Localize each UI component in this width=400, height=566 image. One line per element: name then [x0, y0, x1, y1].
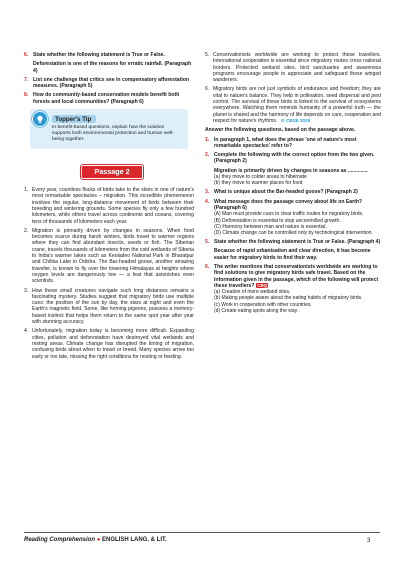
question-number: 1. — [205, 136, 210, 143]
question-text-wrap — [214, 264, 381, 289]
question-number: 4. — [205, 198, 210, 205]
question-number: 6. — [24, 52, 29, 58]
answer-option: (d) Create eating spots along the way. — [214, 307, 299, 314]
question-number: 6. — [205, 264, 210, 271]
paragraph-number: 2. — [24, 227, 29, 234]
question-4-right — [205, 199, 381, 236]
question-statement: Deforestation is one of the reasons for erratic rainfall. (Paragraph 4) — [33, 61, 192, 74]
question-text: List one challenge that critics see in compensatory afforestation measures. (Paragraph 5) — [33, 76, 189, 90]
question-6-right — [205, 264, 381, 314]
question-6-left — [24, 52, 194, 74]
footer-label — [24, 537, 167, 543]
page-footer — [0, 532, 400, 566]
question-number: 5. — [205, 239, 210, 246]
question-7-left — [24, 77, 194, 90]
bullet-dot-icon: ● — [96, 537, 101, 543]
cbse-tag — [281, 118, 310, 123]
paragraph-text: Migratory birds are not just symbols of endurance and freedom; they are vital to nature's balance. They help in pollination, seed dispersal and pest control. The survival of these birds is linked to the survival of ecosystems everywhere. Watching them reminds humanity of a powerful truth — the planet is shared and the harmony of life depends on care, cooperation and respect for nature's rhythms. — [213, 86, 381, 124]
toppers-tip-box — [30, 109, 188, 149]
cbse-tag-icon: ⊙ — [280, 117, 285, 123]
paragraph-text: Unfortunately, migration today is becoming more difficult. Expanding cities, pollution and deforestation have destroyed vital wetlands and resting areas. Climate change has disrupted the timing of migration, confusing birds about when to travel or breed. Many species arrive too early or too late, missing the right conditions for nesting or feeding. — [32, 328, 194, 360]
answer-option: (c) Work in cooperation with other countries. — [214, 301, 312, 308]
answer-option: (D) Climate change can be controlled only by technological intervention. — [214, 229, 373, 236]
question-text: State whether the following statement is True or False. — [33, 52, 165, 58]
question-text: Complete the following with the correct option from the two given. (Paragraph 2) — [214, 152, 375, 165]
question-1-right — [205, 137, 381, 150]
question-text: What is unique about the Bar-headed goose? (Paragraph 2) — [214, 189, 358, 196]
tip-text: In benefit-based questions, explain how the solution supports both environmental protection and human well-being together. — [52, 125, 174, 143]
tip-title: Topper's Tip — [52, 115, 96, 123]
paragraph-number: 3. — [24, 287, 29, 294]
question-number: 7. — [24, 76, 29, 83]
question-number: 3. — [205, 189, 210, 196]
passage-paragraph — [205, 86, 381, 124]
question-number: 8. — [24, 92, 29, 99]
cbse-tag-text: CBSE 2025 — [285, 117, 311, 123]
paragraph-text: Every year, countless flocks of birds take to the skies in one of nature's most remarkable spectacles – migration. This incredible phenomenon involves the regular, long-distance movement of birds between their breeding and wintering grounds. Some species fly only a few hundred kilometers, while others travel across continents and oceans, covering tens of thousands of kilometers each year. — [32, 187, 194, 225]
paragraph-text: Migration is primarily driven by changes in seasons. When food becomes scarce during harsh winters, birds travel to warmer regions where they can find abundant insects, seeds or fish. The Siberian crane, travels thousands of kilometers from the cold wetlands of Siberia to India's warmer lakes such as Keoladeo National Park in Bharatpur and Chilika Lake in Odisha. The Bar-headed goose, another amazing traveller, is known to fly over the towering Himalayas at heights where oxygen levels are dangerously low — a feat that astonishes even scientists. — [32, 227, 194, 285]
footer-subject: ENGLISH LANG. & LIT. — [101, 537, 167, 543]
answer-prompt: Answer the following questions, based on the passage above. — [205, 127, 356, 134]
question-text: What message does the passage convey about life on Earth? (Paragraph 6) — [214, 198, 363, 212]
question-statement: Because of rapid urbanisation and clear direction, it has become easier for migratory birds to find their way. — [214, 248, 371, 261]
question-text: In paragraph 1, what does the phrase 'one of nature's most remarkable spectacles' refer to? — [214, 136, 357, 149]
question-8-left — [24, 92, 194, 105]
passage-paragraph — [24, 187, 194, 225]
question-statement: Migration is primarily driven by changes in seasons as .............. — [214, 167, 368, 174]
passage-paragraph — [24, 288, 194, 326]
paragraph-number: 5. — [205, 52, 210, 58]
paragraph-text: Conservationists worldwide are working to protect these travellers. International cooperation is essential since migratory routes cross national borders. Protected wetland sites, bird sanctuaries and awareness programs encourage people to appreciate and safeguard these winged wanderers. — [213, 52, 381, 84]
answer-option: (b) they move to warmer places for food — [214, 180, 303, 187]
answer-option: (b) Making people aware about the eating habits of migratory birds. — [214, 295, 363, 302]
footer-section: Reading Comprehension — [24, 537, 96, 543]
paragraph-number: 6. — [205, 86, 210, 93]
footer-rule — [24, 532, 380, 533]
paragraph-text-wrap — [213, 86, 381, 124]
passage-paragraph — [24, 328, 194, 359]
answer-option: (C) Harmony between man and nature is essential. — [214, 223, 327, 230]
paragraph-number: 1. — [24, 187, 29, 194]
paragraph-number: 4. — [24, 328, 29, 335]
passage-paragraph — [205, 52, 381, 83]
right-column — [205, 52, 381, 317]
answer-option: (a) they move to colder areas to hibernate — [214, 174, 307, 181]
cbq-badge: CBQ — [257, 282, 267, 288]
question-text: How do community-based conservation models benefit both forests and local communities? (Paragraph 6) — [33, 92, 180, 105]
question-5-right — [205, 239, 381, 261]
answer-option: (a) Creation of more wetland sites. — [214, 289, 291, 296]
left-column — [24, 52, 194, 363]
question-2-right — [205, 152, 381, 186]
passage-banner: Passage 2 — [81, 165, 143, 179]
lightbulb-icon — [32, 111, 48, 127]
page-number: 3 — [367, 537, 371, 544]
question-text: State whether the following statement is True or False. (Paragraph 4) — [214, 239, 381, 246]
question-number: 2. — [205, 152, 210, 159]
answer-option: (A) Man must provide cues to clear traffic routes for migratory birds. — [214, 211, 364, 218]
passage-paragraph — [24, 228, 194, 285]
question-3-right — [205, 189, 381, 195]
question-text: The writer mentions that conservationists worldwide are working to find solutions to give migratory birds safe travel. Based on the information given in the passage, which of the following will protect these travellers? — [214, 264, 379, 289]
paragraph-text: How these small creatures navigate such long distances remains a fascinating mystery. Studies suggest that migratory birds use multiple cues: the position of the sun by day, the stars at night and even the Earth's magnetic field. Some, like homing pigeons, possess a memory-based instinct that helps them return to the same spot year after year with stunning accuracy. — [32, 287, 194, 326]
answer-option: (B) Deforestation is essential to stop uncontrolled growth. — [214, 217, 341, 224]
